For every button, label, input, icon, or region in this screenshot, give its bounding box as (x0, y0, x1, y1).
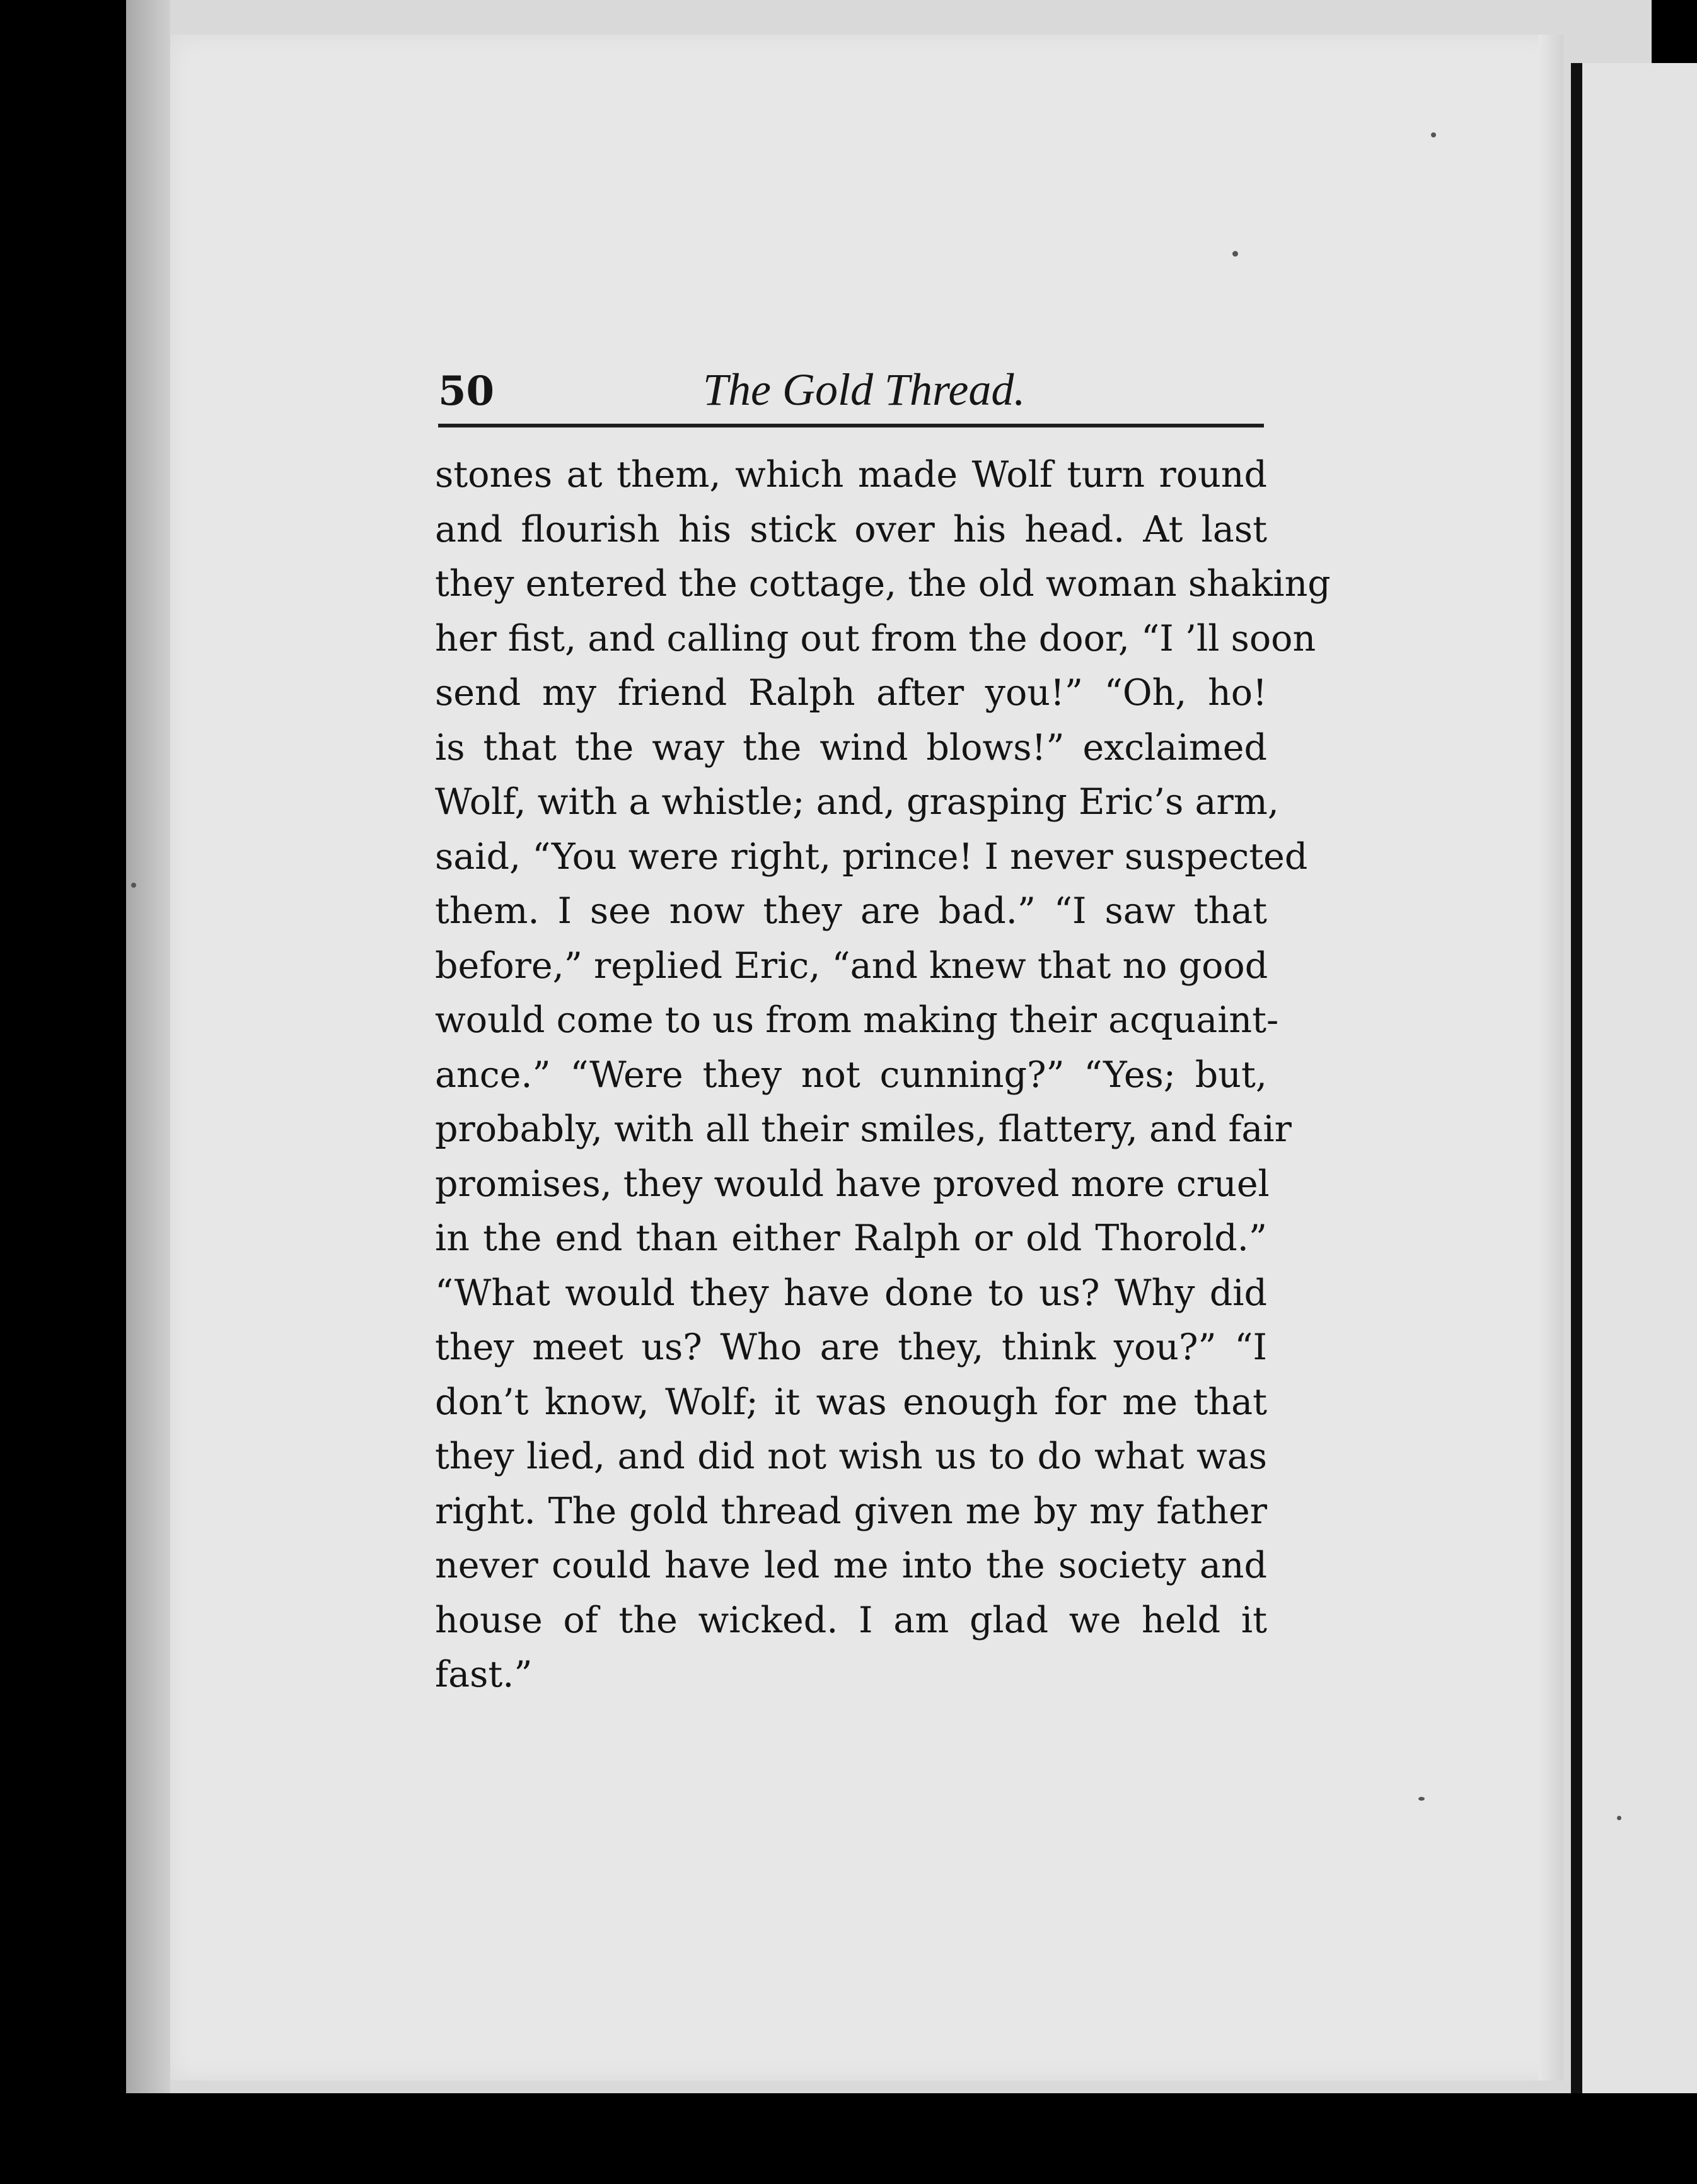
scan-speck (1418, 1797, 1425, 1801)
text-line: is that the way the wind blows!” exclaimed (435, 726, 1267, 769)
header-rule (438, 424, 1264, 427)
gutter (1571, 63, 1582, 2093)
text-line: in the end than either Ralph or old Thorold.” (435, 1217, 1267, 1259)
text-line: her fist, and calling out from the door, “I ’ll soon (435, 617, 1316, 659)
text-line: said, “You were right, prince! I never suspected (435, 835, 1308, 878)
scan-speck (131, 883, 136, 888)
facing-page-edge (1582, 63, 1697, 2093)
text-line: never could have led me into the society and (435, 1545, 1267, 1586)
text-line: probably, with all their smiles, flattery, and fair (435, 1108, 1292, 1150)
text-line: would come to us from making their acquaint- (435, 999, 1279, 1041)
scan-speck (1232, 251, 1238, 257)
text-line: them. I see now they are bad.” “I saw that (435, 890, 1267, 932)
text-line: they lied, and did not wish us to do what was (435, 1436, 1267, 1477)
text-line: stones at them, which made Wolf turn round (435, 454, 1267, 496)
page-number: 50 (438, 368, 495, 415)
text-line: and flourish his stick over his head. At last (435, 508, 1267, 550)
text-line: promises, they would have proved more cruel (435, 1163, 1270, 1205)
text-line: Wolf, with a whistle; and, grasping Eric’s arm, (435, 781, 1279, 823)
running-head (438, 350, 1264, 432)
text-line: they entered the cottage, the old woman shaking (435, 563, 1331, 605)
binding-shadow (126, 0, 170, 2093)
text-line: don’t know, Wolf; it was enough for me that (435, 1381, 1267, 1423)
text-line: “What would they have done to us? Why did (435, 1272, 1267, 1314)
text-line: ance.” “Were they not cunning?” “Yes; but, (435, 1054, 1267, 1096)
text-line: they meet us? Who are they, think you?” “I (435, 1327, 1267, 1368)
scan-speck (1617, 1816, 1621, 1820)
running-title: The Gold Thread. (703, 364, 1026, 415)
body-text (435, 448, 1331, 1702)
scan-speck (1431, 132, 1436, 137)
text-line: before,” replied Eric, “and knew that no good (435, 944, 1268, 987)
text-line: send my friend Ralph after you!” “Oh, ho! (435, 672, 1267, 714)
text-line: fast.” (435, 1654, 533, 1695)
page-fold-shadow (1538, 35, 1563, 2081)
text-line: house of the wicked. I am glad we held it (435, 1599, 1267, 1641)
text-line: right. The gold thread given me by my father (435, 1490, 1267, 1532)
